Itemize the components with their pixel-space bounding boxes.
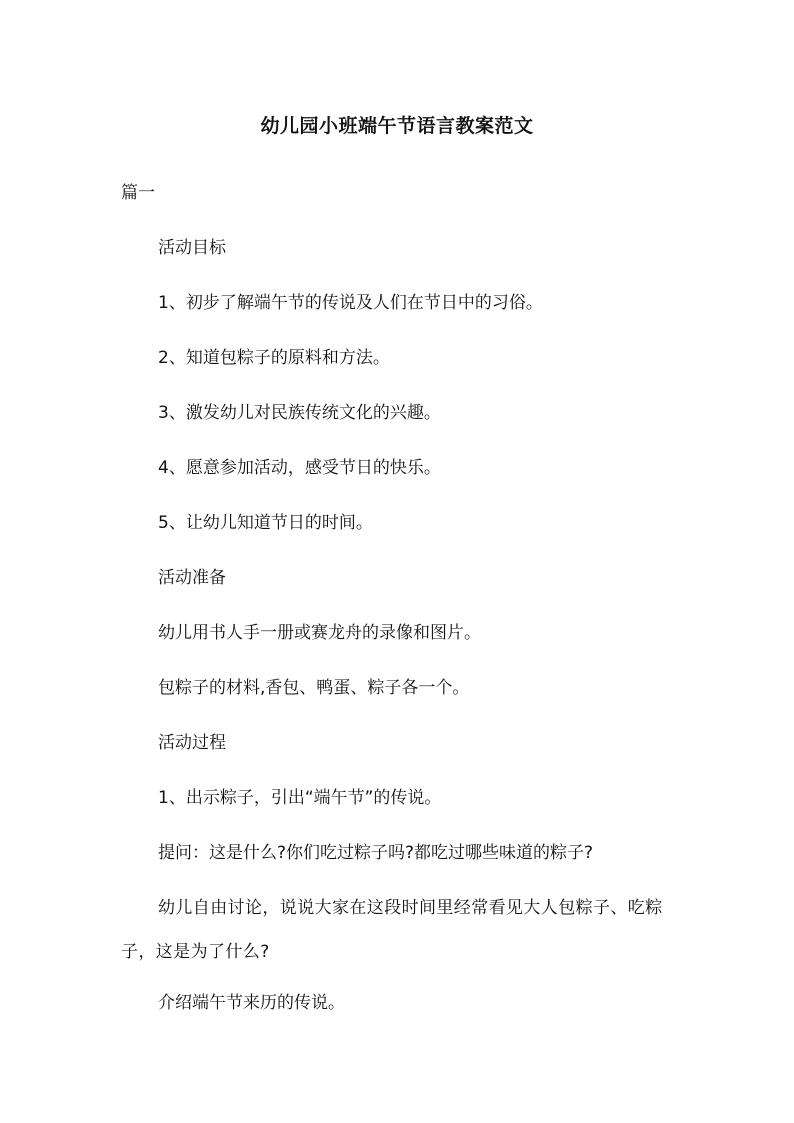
discussion-paragraph: 幼儿自由讨论，说说大家在这段时间里经常看见大人包粽子、吃粽子，这是为了什么?: [121, 898, 663, 962]
process-step-1: 1、出示粽子，引出“端午节”的传说。: [158, 788, 442, 808]
prep-item-1: 幼儿用书人手一册或赛龙舟的录像和图片。: [158, 623, 481, 643]
prep-item-2: 包粽子的材料,香包、鸭蛋、粽子各一个。: [158, 678, 470, 698]
process-heading: 活动过程: [158, 733, 226, 753]
goal-item-1: 1、初步了解端午节的传说及人们在节日中的习俗。: [158, 293, 543, 313]
goal-item-5: 5、让幼儿知道节日的时间。: [158, 513, 373, 533]
process-question: 提问：这是什么?你们吃过粽子吗?都吃过哪些味道的粽子?: [158, 843, 594, 863]
document-title: 幼儿园小班端午节语言教案范文: [260, 115, 534, 137]
prep-heading: 活动准备: [158, 568, 226, 588]
goal-item-4: 4、愿意参加活动，感受节日的快乐。: [158, 458, 441, 478]
section-label: 篇一: [121, 183, 155, 203]
legend-intro: 介绍端午节来历的传说。: [158, 993, 345, 1013]
goal-item-3: 3、激发幼儿对民族传统文化的兴趣。: [158, 403, 441, 423]
goals-heading: 活动目标: [158, 238, 226, 258]
goal-item-2: 2、知道包粽子的原料和方法。: [158, 348, 390, 368]
